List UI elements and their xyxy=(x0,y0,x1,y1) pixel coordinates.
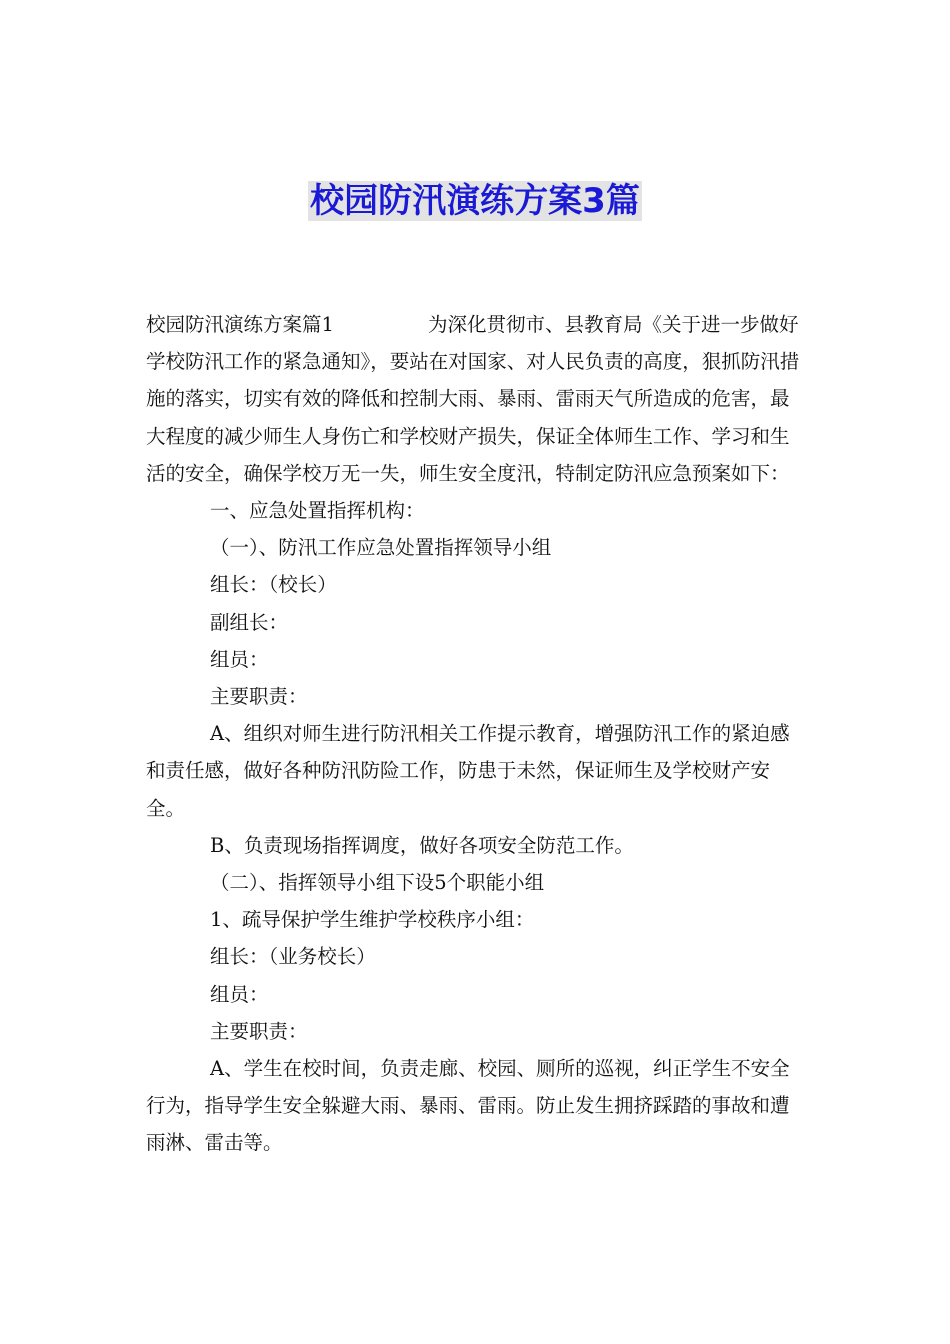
paragraph: 一、应急处置指挥机构： xyxy=(210,499,425,523)
section-heading: 校园防汛演练方案篇1 xyxy=(146,313,334,336)
paragraph: 1、疏导保护学生维护学校秩序小组： xyxy=(210,908,535,932)
paragraph: 组员： xyxy=(210,982,269,1006)
document-title xyxy=(0,178,950,224)
document-body xyxy=(146,306,806,1162)
intro-text: 为深化贯彻市、县教育局《关于进一步做好学校防汛工作的紧急通知》，要站在对国家、对人民负责的高度，狠抓防汛措施的落实，切实有效的降低和控制大雨、暴雨、雷雨天气所造成的危害，最大程度的减少师生人身伤亡和学校财产损失，保证全体师生工作、学习和生活的安全，确保学校万无一失，师生安全度汛，特制定防汛应急预案如下： xyxy=(146,313,800,485)
paragraph: A、学生在校时间，负责走廊、校园、厕所的巡视，纠正学生不安全行为，指导学生安全躲避大雨、暴雨、雷雨。防止发生拥挤踩踏的事故和遭雨淋、雷击等。 xyxy=(146,1057,790,1155)
paragraph: B、负责现场指挥调度，做好各项安全防范工作。 xyxy=(210,833,634,857)
paragraph: 组长：（业务校长） xyxy=(210,945,376,969)
paragraph: 组员： xyxy=(210,647,269,671)
paragraph: （一）、防汛工作应急处置指挥领导小组 xyxy=(210,536,552,560)
intro-paragraph xyxy=(146,306,806,492)
paragraph: 主要职责： xyxy=(210,1019,308,1043)
paragraph: 组长：（校长） xyxy=(210,573,337,597)
document-title-text: 校园防汛演练方案3篇 xyxy=(310,181,640,221)
paragraph: 副组长： xyxy=(210,610,289,634)
paragraph: （二）、指挥领导小组下设5个职能小组 xyxy=(210,871,545,895)
paragraph: A、组织对师生进行防汛相关工作提示教育，增强防汛工作的紧迫感和责任感，做好各种防汛防险工作，防患于未然，保证师生及学校财产安全。 xyxy=(146,722,790,820)
paragraph: 主要职责： xyxy=(210,685,308,709)
